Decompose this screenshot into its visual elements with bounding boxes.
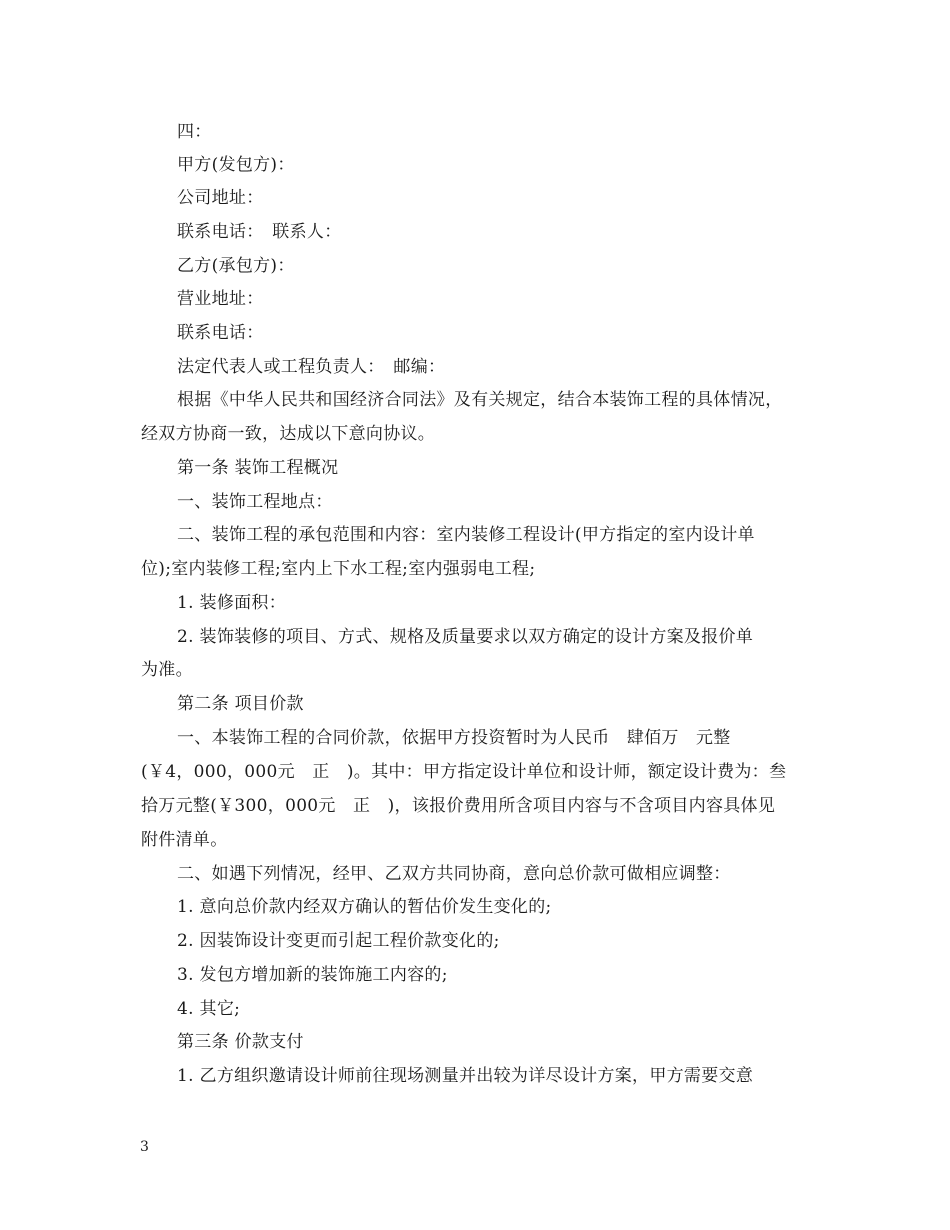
list-item: 2. 因装饰设计变更而引起工程价款变化的; [177,931,500,951]
party-a-label: 甲方(发包方)： [177,155,295,175]
paragraph-line: 拾万元整(￥300，000元 正 )，该报价费用所含项目内容与不含项目内容具体见 [141,796,776,816]
article-heading: 第一条 装饰工程概况 [177,458,339,478]
legal-rep-label: 法定代表人或工程负责人： 邮编： [177,357,446,377]
contact-phone-label: 联系电话： 联系人： [177,222,342,242]
list-item: 1. 装修面积： [177,593,287,613]
list-item: 3. 发包方增加新的装饰施工内容的; [177,965,448,985]
section-number: 四： [177,122,212,142]
list-item: 2. 装饰装修的项目、方式、规格及质量要求以双方确定的设计方案及报价单 [177,627,754,647]
article-heading: 第二条 项目价款 [177,694,304,714]
company-address-label: 公司地址： [177,188,264,208]
article-heading: 第三条 价款支付 [177,1032,304,1052]
paragraph-line: 一、装饰工程地点： [177,492,333,512]
paragraph-line: 根据《中华人民共和国经济合同法》及有关规定，结合本装饰工程的具体情况， [177,390,783,410]
page-number: 3 [140,1139,149,1155]
list-item: 1. 乙方组织邀请设计师前往现场测量并出较为详尽设计方案，甲方需要交意 [177,1066,754,1086]
list-item: 1. 意向总价款内经双方确认的暂估价发生变化的; [177,897,552,917]
paragraph-line: 位);室内装修工程;室内上下水工程;室内强弱电工程; [141,559,536,579]
paragraph-line: 经双方协商一致，达成以下意向协议。 [141,424,436,444]
paragraph-line: (￥4，000，000元 正 )。其中：甲方指定设计单位和设计师，额定设计费为：叁 [141,762,787,782]
list-item: 4. 其它; [177,999,241,1019]
contact-phone-label-b: 联系电话： [177,323,264,343]
paragraph-line: 二、如遇下列情况，经甲、乙双方共同协商，意向总价款可做相应调整： [177,864,731,884]
paragraph-line: 一、本装饰工程的合同价款，依据甲方投资暂时为人民币 肆佰万 元整 [177,728,731,748]
paragraph-line: 附件清单。 [141,830,228,850]
paragraph-line: 二、装饰工程的承包范围和内容：室内装修工程设计(甲方指定的室内设计单 [177,525,755,545]
paragraph-line: 为准。 [141,660,193,680]
business-address-label: 营业地址： [177,289,264,309]
party-b-label: 乙方(承包方)： [177,256,295,276]
